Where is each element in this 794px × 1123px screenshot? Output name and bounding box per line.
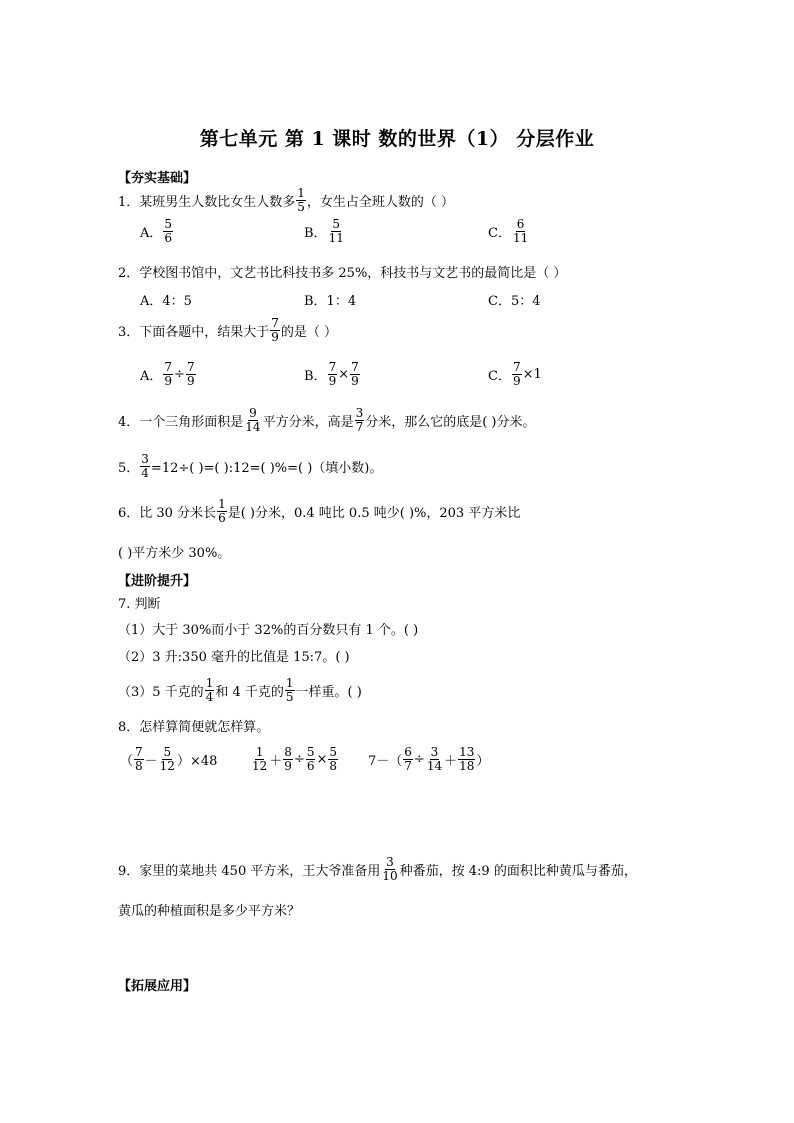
q1-fraction: $\frac{1}{5}$ [297, 186, 305, 214]
q2-option-c: C．5：4 [488, 294, 541, 309]
q2-option-b: B．1：4 [304, 294, 357, 309]
q1-text: 1．某班男生人数比女生人数多 [118, 194, 296, 210]
section-basic-heading: 【夯实基础】 [118, 171, 197, 186]
question-2: 2．学校图书馆中，文艺书比科技书多 25%，科技书与文艺书的最简比是（ ） [118, 266, 567, 281]
q8-expression-3: 7－（ $\frac{6}{7}$ ÷ $\frac{3}{14}$ ＋ $\frac{13}{18}$ ） [368, 745, 490, 773]
q3-option-a: A． $\frac{7}{9}$ ÷ $\frac{7}{9}$ [140, 360, 195, 388]
page-title: 第七单元 第 1 课时 数的世界（1） 分层作业 [199, 128, 595, 150]
q1-text-end: ，女生占全班人数的（ ） [306, 194, 455, 210]
section-advanced-heading: 【进阶提升】 [118, 574, 197, 589]
q7-item-1: （1）大于 30%而小于 32%的百分数只有 1 个。( ) [118, 623, 419, 638]
question-4: 4．一个三角形面积是 $\frac{9}{14}$ 平方分米，高是 $\frac{3}{7}$ 分米，那么它的底是( )分米。 [118, 406, 536, 434]
q8-expression-2: $\frac{1}{12}$ ＋ $\frac{8}{9}$ ÷ $\frac{5}{6}$ × $\frac{5}{8}$ [252, 745, 338, 773]
section-extension-heading: 【拓展应用】 [118, 979, 197, 994]
q9-line-2: 黄瓜的种植面积是多少平方米？ [118, 904, 301, 919]
q8-expression-1: （ $\frac{7}{8}$ － $\frac{5}{12}$ ）×48 [120, 745, 218, 773]
q7-item-3: （3）5 千克的 $\frac{1}{4}$ 和 4 千克的 $\frac{1}{5}$ 一样重。( ) [118, 676, 362, 704]
q1-option-b: B． $\frac{5}{11}$ [304, 217, 344, 245]
question-3: 3．下面各题中，结果大于 $\frac{7}{9}$ 的是（ ） [118, 316, 338, 344]
question-6: 6．比 30 分米长 $\frac{1}{6}$ 是( )分米，0.4 吨比 0.5 吨少( )%，203 平方米比 [118, 497, 521, 525]
q1-option-c: C． $\frac{6}{11}$ [488, 217, 529, 245]
question-5: 5． $\frac{3}{4}$ =12÷( )=( ):12=( )%=( )（填小数)。 [118, 452, 383, 480]
q3-option-c: C． $\frac{7}{9}$ ×1 [488, 360, 542, 388]
question-8: 8．怎样算简便就怎样算。 [118, 720, 270, 735]
q6-line-2: ( )平方米少 30%。 [118, 546, 231, 561]
q3-option-b: B． $\frac{7}{9}$ × $\frac{7}{9}$ [304, 360, 359, 388]
question-7: 7. 判断 [118, 597, 161, 612]
q3-fraction: $\frac{7}{9}$ [271, 316, 279, 344]
q2-option-a: A．4：5 [140, 294, 192, 309]
q7-item-2: （2）3 升:350 毫升的比值是 15:7。( ) [118, 650, 350, 665]
q1-option-a: A． $\frac{5}{6}$ [140, 217, 173, 245]
question-1 [118, 187, 454, 213]
question-9: 9．家里的菜地共 450 平方米，王大爷准备用 $\frac{3}{10}$ 种番茄，按 4:9 的面积比种黄瓜与番茄， [118, 855, 637, 883]
